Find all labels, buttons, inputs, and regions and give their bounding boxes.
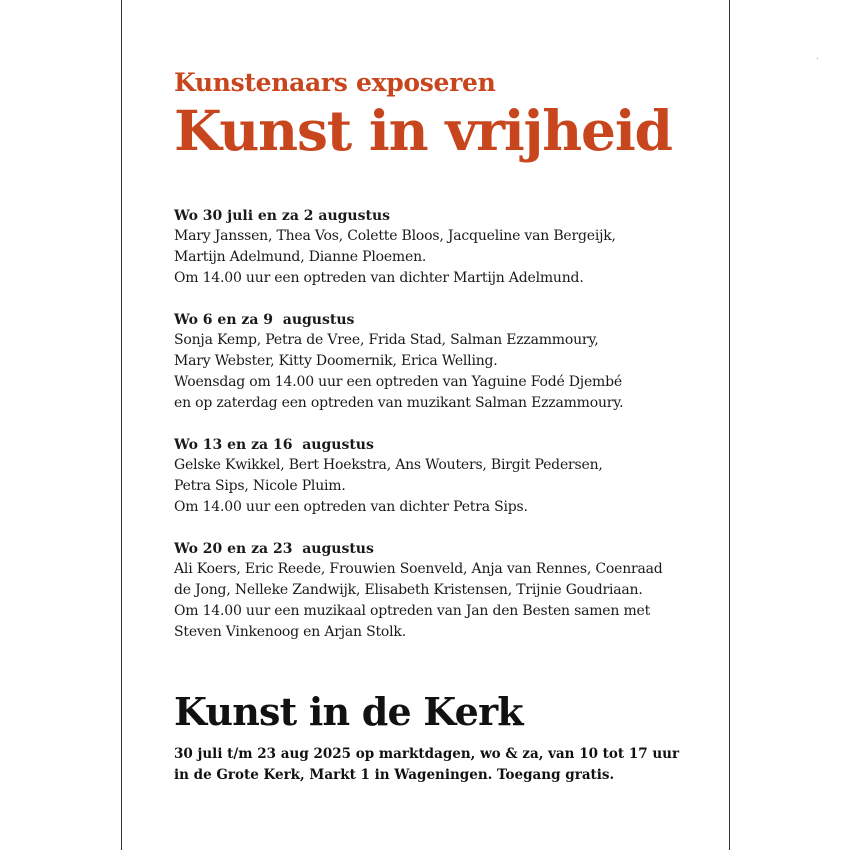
main-content (174, 66, 714, 664)
scan-speck (817, 58, 818, 59)
event-date: Wo 20 en za 23 augustus (174, 541, 374, 557)
event-block (174, 539, 714, 643)
event-block (174, 435, 714, 518)
footer-title: Kunst in de Kerk (174, 689, 523, 734)
event-text-line: Om 14.00 uur een optreden van dichter Petra Sips. (174, 499, 528, 515)
poster-title: Kunst in vrijheid (174, 98, 672, 163)
event-text-line: Woensdag om 14.00 uur een optreden van Yaguine Fodé Djembé (174, 374, 622, 390)
event-date: Wo 6 en za 9 augustus (174, 312, 355, 328)
event-block (174, 206, 714, 289)
event-text-line: en op zaterdag een optreden van muzikant Salman Ezzammoury. (174, 395, 624, 411)
event-text-line: Om 14.00 uur een optreden van dichter Martijn Adelmund. (174, 270, 584, 286)
event-text-line: Mary Janssen, Thea Vos, Colette Bloos, Jacqueline van Bergeijk, (174, 228, 616, 244)
event-list (174, 206, 714, 643)
footer-info (174, 744, 679, 786)
left-border-line (121, 0, 122, 850)
event-text-line: Martijn Adelmund, Dianne Ploemen. (174, 249, 427, 265)
event-text-line: Steven Vinkenoog en Arjan Stolk. (174, 624, 406, 640)
right-border-line (729, 0, 730, 850)
footer-info-line: in de Grote Kerk, Markt 1 in Wageningen. Toegang gratis. (174, 767, 615, 783)
event-date: Wo 30 juli en za 2 augustus (174, 208, 391, 224)
footer-info-line: 30 juli t/m 23 aug 2025 op marktdagen, wo & za, van 10 tot 17 uur (174, 746, 680, 762)
event-date: Wo 13 en za 16 augustus (174, 437, 374, 453)
event-text-line: Om 14.00 uur een muzikaal optreden van Jan den Besten samen met (174, 603, 651, 619)
event-text-line: Ali Koers, Eric Reede, Frouwien Soenveld, Anja van Rennes, Coenraad (174, 561, 663, 577)
event-text-line: Petra Sips, Nicole Pluim. (174, 478, 346, 494)
event-text-line: Gelske Kwikkel, Bert Hoekstra, Ans Wouters, Birgit Pedersen, (174, 457, 603, 473)
poster-subtitle: Kunstenaars exposeren (174, 68, 496, 97)
event-block (174, 310, 714, 414)
event-text-line: Sonja Kemp, Petra de Vree, Frida Stad, Salman Ezzammoury, (174, 332, 599, 348)
event-text-line: Mary Webster, Kitty Doomernik, Erica Welling. (174, 353, 498, 369)
event-text-line: de Jong, Nelleke Zandwijk, Elisabeth Kristensen, Trijnie Goudriaan. (174, 582, 643, 598)
